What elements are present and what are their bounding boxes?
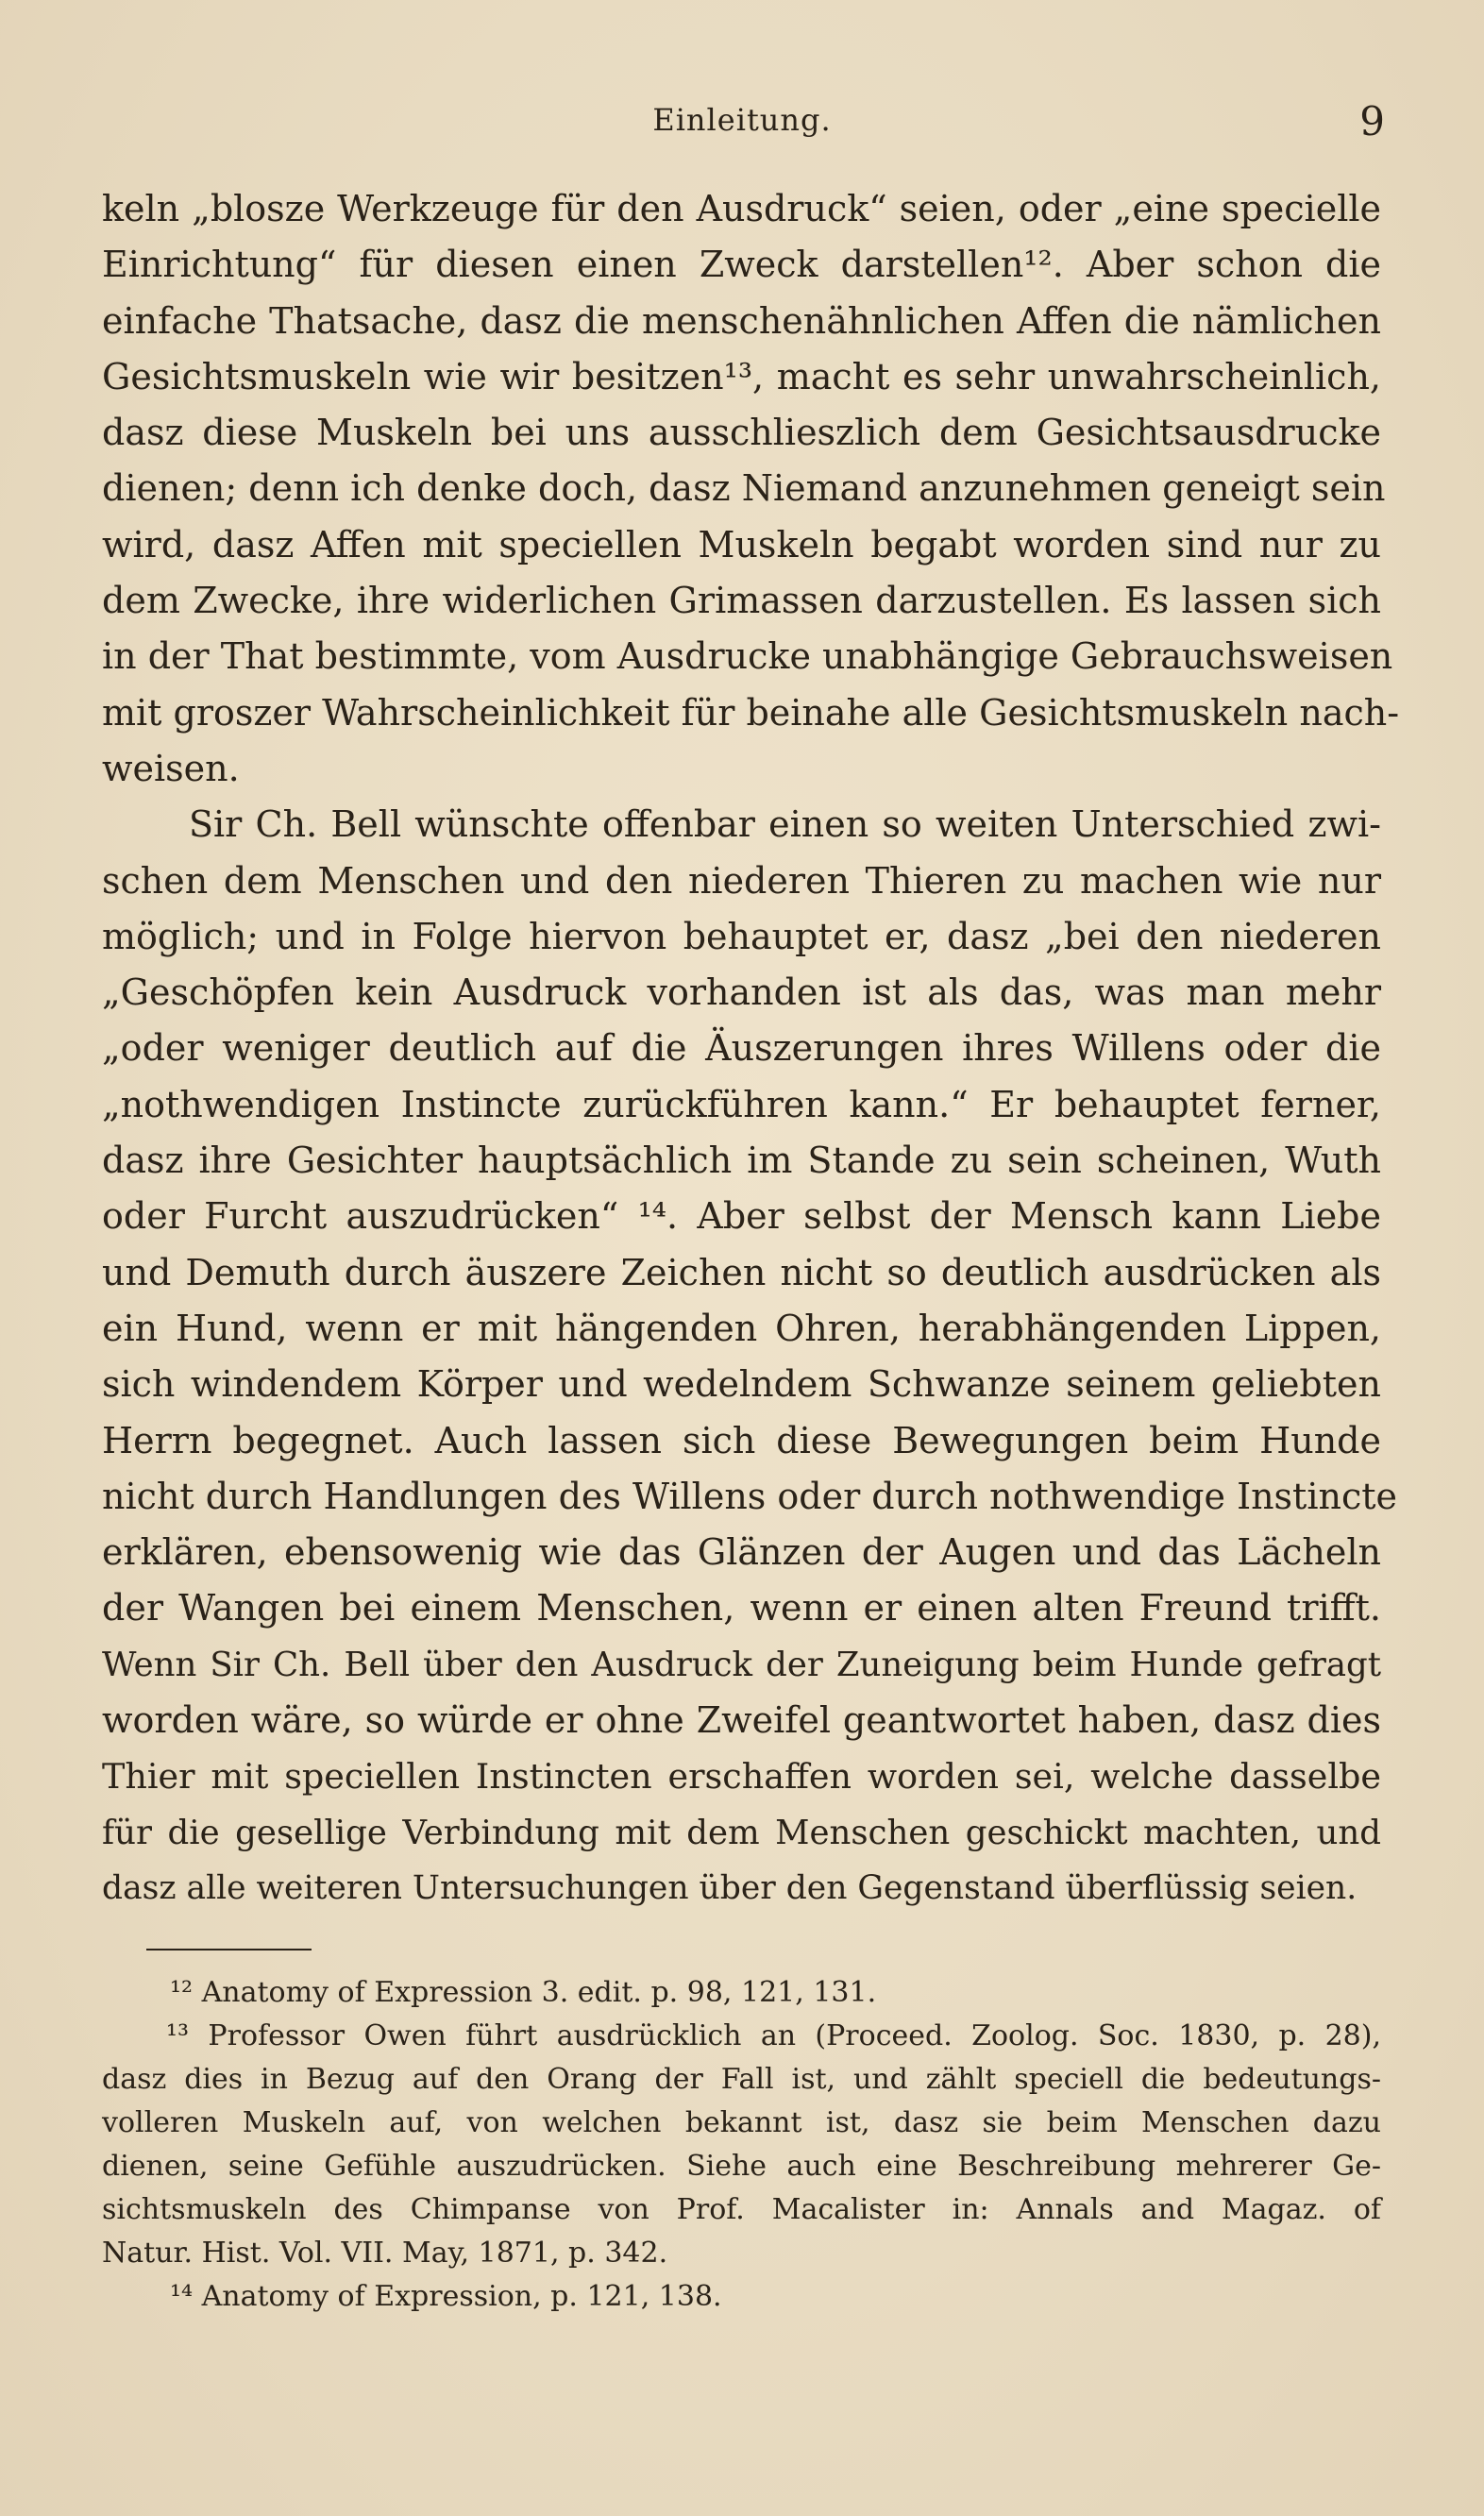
footnote-line: Natur. Hist. Vol. VII. May, 1871, p. 342. (102, 2237, 668, 2270)
running-head: Einleitung. (652, 102, 832, 138)
main-text (102, 181, 1400, 1917)
text-line: in der That bestimmte, vom Ausdrucke unabhängige Gebrauchsweisen (102, 635, 1393, 678)
text-line: dem Zwecke, ihre widerlichen Grimassen darzustellen. Es lassen sich (102, 580, 1381, 622)
text-line: der Wangen bei einem Menschen, wenn er einen alten Freund trifft. (102, 1587, 1381, 1629)
text-line: ein Hund, wenn er mit hängenden Ohren, herabhängenden Lippen, (102, 1307, 1381, 1349)
text-line: dasz ihre Gesichter hauptsächlich im Stande zu sein scheinen, Wuth (102, 1140, 1381, 1182)
text-line: sich windendem Körper und wedelndem Schwanze seinem geliebten (102, 1363, 1381, 1406)
text-line: weisen. (102, 747, 240, 789)
footnote-line: ¹⁴ Anatomy of Expression, p. 121, 138. (170, 2280, 722, 2313)
footnote-line: sichtsmuskeln des Chimpanse von Prof. Macalister in: Annals and Magaz. of (102, 2193, 1381, 2226)
text-line: wird, dasz Affen mit speciellen Muskeln begabt worden sind nur zu (102, 523, 1381, 566)
text-line: oder Furcht auszudrücken“ ¹⁴. Aber selbst der Mensch kann Liebe (102, 1195, 1381, 1238)
footnote-line: dasz dies in Bezug auf den Orang der Fall ist, und zählt speciell die bedeutungs- (102, 2063, 1381, 2096)
text-line: keln „blosze Werkzeuge für den Ausdruck“ seien, oder „eine specielle (102, 188, 1381, 229)
text-line: Herrn begegnet. Auch lassen sich diese Bewegungen beim Hunde (102, 1419, 1381, 1461)
footnote-line: volleren Muskeln auf, von welchen bekannt ist, dasz sie beim Menschen dazu (102, 2106, 1381, 2139)
text-line: dasz diese Muskeln bei uns ausschlieszlich dem Gesichtsausdrucke (102, 412, 1381, 454)
text-line: schen dem Menschen und den niederen Thieren zu machen wie nur (102, 859, 1381, 902)
footnotes (102, 1971, 1381, 2319)
text-line: mit groszer Wahrscheinlichkeit für beinahe alle Gesichtsmuskeln nach- (102, 691, 1400, 734)
text-line: einfache Thatsache, dasz die menschenähnlichen Affen die nämlichen (102, 299, 1381, 342)
text-line: erklären, ebensowenig wie das Glänzen der Augen und das Lächeln (102, 1531, 1381, 1574)
text-line: für die gesellige Verbindung mit dem Menschen geschickt machten, und (102, 1813, 1381, 1852)
text-line: und Demuth durch äuszere Zeichen nicht so deutlich ausdrücken als (102, 1251, 1381, 1293)
text-line: Einrichtung“ für diesen einen Zweck darstellen¹². Aber schon die (102, 244, 1381, 286)
text-line: Wenn Sir Ch. Bell über den Ausdruck der Zuneigung beim Hunde gefragt (102, 1645, 1381, 1684)
text-line: „Geschöpfen kein Ausdruck vorhanden ist als das, was man mehr (102, 971, 1381, 1014)
footnote-line: dienen, seine Gefühle auszudrücken. Siehe auch eine Beschreibung mehrerer Ge- (102, 2150, 1381, 2183)
text-line: „oder weniger deutlich auf die Äuszerungen ihres Willens oder die (102, 1027, 1381, 1070)
text-line: worden wäre, so würde er ohne Zweifel geantwortet haben, dasz dies (102, 1699, 1381, 1742)
text-line: möglich; und in Folge hiervon behauptet er, dasz „bei den niederen (102, 915, 1381, 957)
text-line: Gesichtsmuskeln wie wir besitzen¹³, macht es sehr unwahrscheinlich, (102, 355, 1381, 397)
text-line: dienen; denn ich denke doch, dasz Niemand anzunehmen geneigt sein (102, 467, 1386, 510)
page-number: 9 (1359, 98, 1385, 144)
text-line: dasz alle weiteren Untersuchungen über den Gegenstand überflüssig seien. (102, 1868, 1358, 1907)
text-line: Sir Ch. Bell wünschte offenbar einen so weiten Unterschied zwi- (189, 803, 1381, 846)
page-header (0, 98, 1484, 159)
footnote-rule (146, 1949, 312, 1950)
text-line: Thier mit speciellen Instincten erschaffen worden sei, welche dasselbe (102, 1756, 1381, 1798)
text-line: „nothwendigen Instincte zurückführen kann.“ Er behauptet ferner, (102, 1083, 1381, 1125)
footnote-line: ¹² Anatomy of Expression 3. edit. p. 98, 121, 131. (170, 1976, 877, 2009)
text-line: nicht durch Handlungen des Willens oder durch nothwendige Instincte (102, 1475, 1397, 1517)
footnote-line: ¹³ Professor Owen führt ausdrücklich an (Proceed. Zoolog. Soc. 1830, p. 28), (166, 2019, 1381, 2052)
